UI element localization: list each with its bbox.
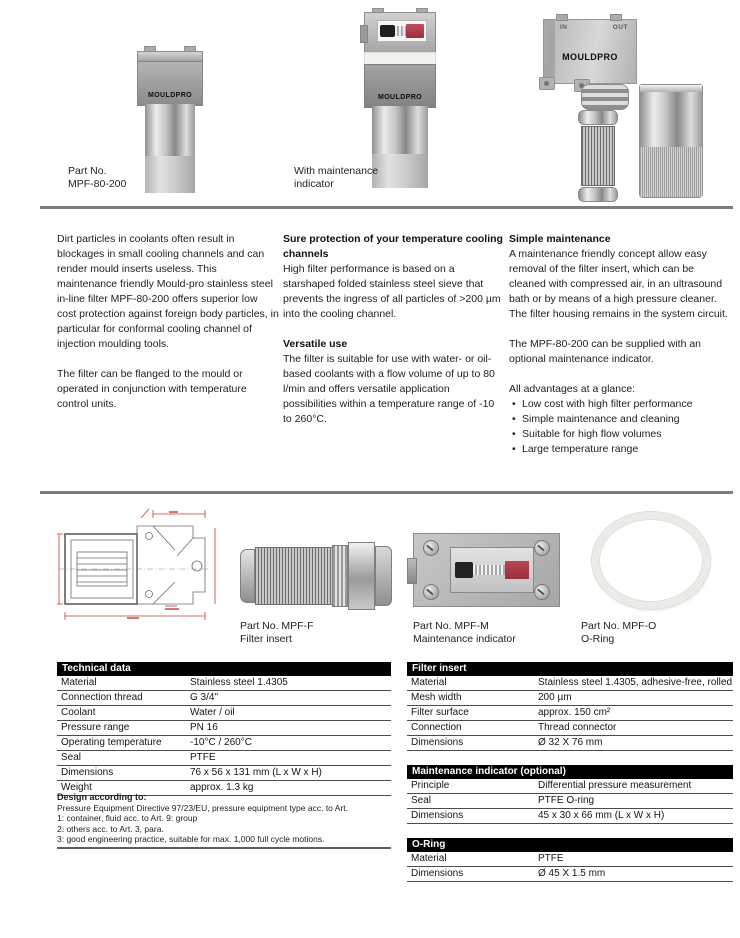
fig1-caption-line1: Part No. [68,165,107,177]
o-ring-photo [592,512,710,609]
insert-connector-end [375,546,392,606]
indicator-piston-rod [473,565,505,575]
fig1-caption-line2: MPF-80-200 [68,178,127,190]
advantage-item: • Low cost with high filter performance [509,397,733,412]
row-value: PTFE O-ring [538,795,595,806]
insert-top-cap [578,110,618,125]
table-row [407,794,733,809]
table-row [407,852,733,867]
row-value: 76 x 56 x 131 mm (L x W x H) [190,767,322,778]
table-row [57,751,391,766]
divider-middle [40,491,733,494]
bolt-nub [610,14,622,21]
insert-thread-nut [348,542,375,610]
table-row [407,706,733,721]
filter-product-photo [137,46,203,193]
maintenance-paragraph-2: The MPF-80-200 can be supplied with an optional maintenance indicator. [509,338,702,365]
thread-connector [581,84,629,110]
fig2-caption-line1: With maintenance [294,165,379,177]
fig2-caption [294,165,378,191]
row-value: Water / oil [190,707,235,718]
brand-logo: MOULDPRO [562,52,618,62]
divider-top [40,206,733,209]
indicator-piston-rod [395,26,406,36]
housing-matte-section [372,154,428,188]
filter-head [364,64,436,108]
table-header: O-Ring [407,838,733,852]
insert-pleated-mesh [581,126,615,186]
technical-data-table [57,662,391,796]
table-row [57,706,391,721]
intro-paragraph-1: Dirt particles in coolants often result in blockages in small cooling channels and can render mould inserts useless. This maintenance friendly Mould-pro stainless steel in-line filter MPF-80-200 offers superior low cost protection against foreign body particles, in particular for conformal cooling channel of injection moulding tools. [57,233,279,350]
screw-icon [534,540,550,556]
row-label: Weight [61,782,92,793]
row-label: Material [411,677,447,688]
row-label: Operating temperature [61,737,162,748]
side-nub [360,25,368,43]
row-label: Mesh width [411,692,462,703]
row-label: Connection [411,722,462,733]
row-label: Coolant [61,707,96,718]
row-value: Stainless steel 1.4305 [190,677,288,688]
versatile-heading: Versatile use [283,338,348,350]
row-value: 45 x 30 x 66 mm (L x W x H) [538,810,665,821]
intro-column [57,232,279,427]
maintenance-indicator-block [364,12,436,54]
table-row [407,676,733,691]
mpf-o-name: O-Ring [581,633,615,645]
indicator-red-segment [406,24,424,38]
design-note-title: Design according to: [57,792,147,802]
mpf-o-caption [581,620,656,646]
housing-matte-section [145,156,195,193]
protection-heading: Sure protection of your temperature cooling channels [283,233,503,260]
advantages-list [509,397,733,457]
row-value: Ø 45 X 1.5 mm [538,868,606,879]
row-label: Seal [61,752,82,763]
design-note [57,792,391,845]
design-note-line: Pressure Equipment Directive 97/23/EU, pressure equipment type acc. to Art. [57,802,349,813]
o-ring-table [407,838,733,882]
cup-rim [640,85,702,92]
in-port-label: IN [560,24,568,31]
table-row [407,779,733,794]
row-label: Seal [411,795,432,806]
table-row [57,766,391,781]
table-header: Filter insert [407,662,733,676]
row-label: Material [61,677,97,688]
row-value: 200 µm [538,692,572,703]
mpf-f-caption [240,620,314,646]
indicator-sight-window [377,20,427,42]
mpf-o-part-no: Part No. MPF-O [581,620,657,632]
filter-head [137,61,203,106]
brand-logo: MOULDPRO [147,92,193,99]
screw-icon [423,540,439,556]
row-value: Ø 32 X 76 mm [538,737,603,748]
mpf-m-caption [413,620,516,646]
mounting-ear [539,77,555,90]
housing-cup [639,84,703,198]
row-label: Material [411,853,447,864]
screw-icon [423,584,439,600]
filter-with-indicator-photo [364,8,436,190]
brand-logo: MOULDPRO [377,94,423,101]
indicator-sight-window [450,547,534,593]
table-row [407,867,733,882]
fig1-caption [68,165,126,191]
row-label: Connection thread [61,692,143,703]
row-value: Thread connector [538,722,617,733]
row-label: Dimensions [411,810,464,821]
row-value: approx. 150 cm² [538,707,611,718]
table-row [57,721,391,736]
design-note-line: 1: container, fluid acc. to Art. 9: group [57,813,198,823]
note-bottom-rule [57,847,391,849]
table-row [57,691,391,706]
advantage-item: • Simple maintenance and cleaning [509,412,733,427]
table-row [407,721,733,736]
row-label: Dimensions [61,767,114,778]
intro-paragraph-2: The filter can be flanged to the mould or operated in conjunction with temperature control units. [57,368,247,410]
design-note-line: 3: good engineering practice, suitable for max. 1,000 full cycle motions. [57,834,325,844]
table-row [57,676,391,691]
row-label: Dimensions [411,737,464,748]
table-row [57,736,391,751]
cup-knurled-section [640,147,702,197]
row-label: Dimensions [411,868,464,879]
insert-pleated-mesh [255,547,332,605]
exploded-view-photo [543,14,703,186]
bolt-nub [556,14,568,21]
row-label: Filter surface [411,707,469,718]
row-label: Principle [411,780,450,791]
advantages-intro: All advantages at a glance: [509,383,636,395]
table-row [407,809,733,824]
fig2-caption-line2: indicator [294,178,334,190]
table-row [407,691,733,706]
advantage-item: • Suitable for high flow volumes [509,427,733,442]
insert-end-cap [240,549,255,603]
row-value: PTFE [538,853,564,864]
filter-insert-table [407,662,733,751]
maintenance-paragraph-1: A maintenance friendly concept allow easy removal of the filter insert, which can be cleaned with compressed air, in an ultrasound bath or by means of a high pressure cleaner. The filter housing remains in the system circuit. [509,248,728,320]
advantage-item: • Large temperature range [509,442,733,457]
row-value: -10°C / 260°C [190,737,252,748]
screw-icon [534,584,550,600]
filter-housing-cylinder [372,106,428,188]
filter-head [543,19,637,84]
technical-drawing [57,506,223,624]
filter-insert-photo [240,540,392,612]
indicator-red-segment [505,561,529,579]
mpf-m-name: Maintenance indicator [413,633,516,645]
row-value: Differential pressure measurement [538,780,692,791]
row-value: approx. 1.3 kg [190,782,254,793]
table-header: Technical data [57,662,391,676]
mpf-m-part-no: Part No. MPF-M [413,620,489,632]
indicator-black-segment [380,25,395,37]
filter-housing-cylinder [145,104,195,193]
mpf-f-name: Filter insert [240,633,292,645]
maintenance-column [509,232,733,457]
insert-bottom-cap [578,187,618,202]
row-value: G 3/4" [190,692,219,703]
insert-ribbed-band [332,545,347,607]
row-value: Stainless steel 1.4305, adhesive-free, rolled [538,677,733,688]
filter-insert-cartridge [578,110,618,198]
maintenance-heading: Simple maintenance [509,233,611,245]
maintenance-indicator-table [407,765,733,824]
row-value: PN 16 [190,722,218,733]
protection-paragraph: High filter performance is based on a starshaped folded stainless steel sieve that prevents the ingress of all particles of >200 µm into the cooling channel. [283,263,501,320]
mpf-f-part-no: Part No. MPF-F [240,620,314,632]
design-note-line: 2: others acc. to Art. 3, para. [57,823,164,834]
maintenance-indicator-photo [413,533,560,607]
versatile-paragraph: The filter is suitable for use with water- or oil-based coolants with a flow volume of up to 80 l/min and offers versatile application possibilities within a temperature range of -10 to 260°C. [283,353,495,425]
out-port-label: OUT [612,24,628,31]
indicator-black-segment [455,562,473,578]
table-row [407,736,733,751]
side-connector-nub [407,558,417,584]
row-value: PTFE [190,752,216,763]
protection-column [283,232,505,442]
row-label: Pressure range [61,722,130,733]
table-header: Maintenance indicator (optional) [407,765,733,779]
